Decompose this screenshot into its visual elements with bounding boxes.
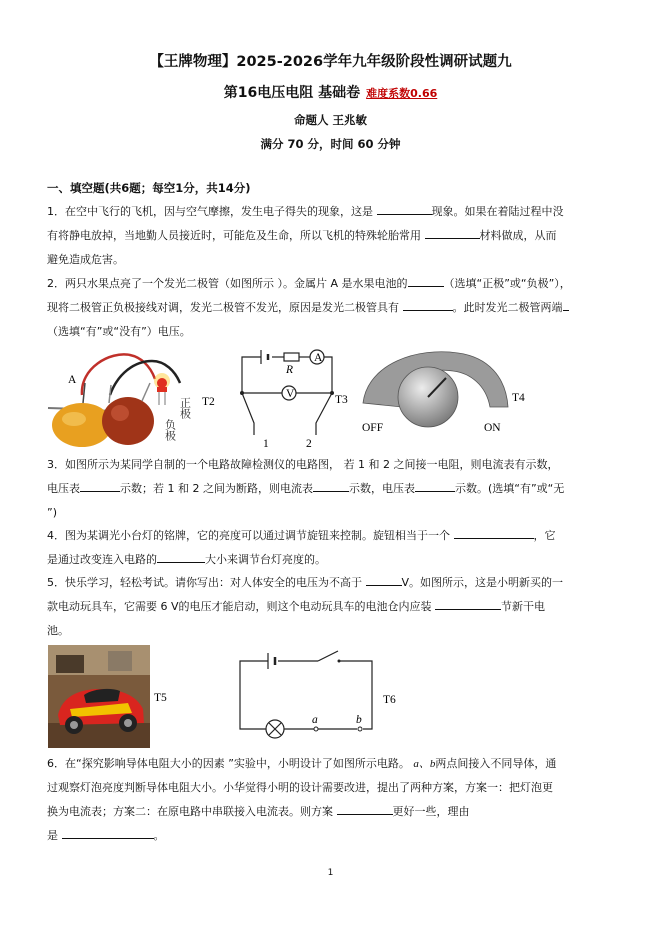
q5-text-4: 节新干电 xyxy=(501,600,546,613)
question-6 xyxy=(47,752,617,848)
q2-blank-3[interactable] xyxy=(563,297,569,311)
q6-end-mark: 。 xyxy=(153,829,165,842)
q4-blank-1[interactable] xyxy=(454,525,534,539)
question-3 xyxy=(47,453,617,525)
q6-blank-2[interactable] xyxy=(62,825,154,839)
q6-text-4: 过观察灯泡亮度判断导体电阻大小。小华觉得小明的设计需要改进，提出了两种方案，方案一：把灯泡更 xyxy=(47,781,553,794)
figure-t6-circuit xyxy=(232,647,407,745)
figure-t3-circuit xyxy=(230,345,360,453)
t3-voltmeter-label: V xyxy=(286,388,295,400)
t4-figure-label: T4 xyxy=(512,392,525,404)
q6-text-3: 两点间接入不同导体，通 xyxy=(435,757,557,770)
t3-terminal-1: 1 xyxy=(263,438,269,450)
section-heading: 一、填空题(共6题；每空1分，共14分) xyxy=(47,181,251,195)
t4-label-off: OFF xyxy=(362,422,384,434)
q4-blank-2[interactable] xyxy=(157,549,205,563)
difficulty-link[interactable]: 难度系数0.66 xyxy=(366,87,438,100)
q4-text-4: 大小来调节台灯亮度的。 xyxy=(205,553,326,566)
q5-text-3: 款电动玩具车，它需要 6 V的电压才能启动，则这个电动玩具车的电池仓内应装 xyxy=(47,600,432,613)
q3-text-4: 示数，电压表 xyxy=(348,482,415,495)
t2-label-pos: 正极 xyxy=(178,397,192,419)
q2-text-1: 2．两只水果点亮了一个发光二极管（如图所示 ）。金属片 A 是水果电池的 xyxy=(47,277,408,290)
subtitle-text: 第16电压电阻 基础卷 xyxy=(223,85,361,101)
exam-title: 【王牌物理】2025-2026学年九年级阶段性调研试题九 xyxy=(149,54,512,70)
q3-text-6: ”) xyxy=(47,506,57,519)
q3-text-5: 示数。(选填“有”或“无 xyxy=(454,482,565,495)
t3-ammeter-label: A xyxy=(314,352,323,364)
q1-blank-1[interactable] xyxy=(377,201,432,215)
q6-text-6: 更好一些，理由 xyxy=(392,805,470,818)
t2-figure-label: T2 xyxy=(202,396,215,408)
t5-figure-label: T5 xyxy=(154,692,167,704)
q4-text-3: 是通过改变连入电路的 xyxy=(47,553,157,566)
t3-label-r: R xyxy=(286,364,294,376)
t6-figure-label: T6 xyxy=(383,694,396,706)
figure-t4-dimmer-knob xyxy=(358,345,533,437)
q1-blank-2[interactable] xyxy=(425,225,480,239)
q4-text-1: 4．图为某调光小台灯的铭牌，它的亮度可以通过调节旋钮来控制。旋钮相当于一个 xyxy=(47,529,450,542)
question-1 xyxy=(47,200,617,272)
exam-author: 命题人 王兆敏 xyxy=(293,113,367,127)
exam-subtitle xyxy=(0,82,661,102)
page-number: 1 xyxy=(327,868,334,878)
t6-label-a: a xyxy=(312,714,318,726)
q3-blank-2[interactable] xyxy=(313,478,349,492)
q5-text-2: V。如图所示，这是小明新买的一 xyxy=(401,576,564,589)
q6-blank-1[interactable] xyxy=(337,801,393,815)
q3-blank-3[interactable] xyxy=(415,478,455,492)
q2-blank-2[interactable] xyxy=(403,297,453,311)
q1-text-5: 避免造成危害。 xyxy=(47,253,124,266)
q2-text-2: （选填“正极”或“负极”）， xyxy=(443,277,571,290)
figure-t2-fruit-battery xyxy=(40,343,250,448)
t2-label-neg: 负极 xyxy=(163,419,177,441)
q6-text-2: a、b xyxy=(413,758,436,770)
question-5 xyxy=(47,571,617,643)
t4-label-on: ON xyxy=(484,422,501,434)
q6-text-7: 是 xyxy=(47,829,58,842)
q6-text-5: 换为电流表；方案二：在原电路中串联接入电流表。则方案 xyxy=(47,805,333,818)
figure-t5-toy-car xyxy=(48,645,193,748)
q3-blank-1[interactable] xyxy=(80,478,120,492)
question-4 xyxy=(47,524,617,572)
q1-text-3: 有将静电放掉，当地勤人员接近时，可能危及生命，所以飞机的特殊轮胎常用 xyxy=(47,229,421,242)
exam-score-time: 满分 70 分，时间 60 分钟 xyxy=(260,137,401,151)
q5-blank-2[interactable] xyxy=(435,596,501,610)
t3-terminal-2: 2 xyxy=(306,438,312,450)
t2-label-a: A xyxy=(68,374,77,386)
q3-text-2: 电压表 xyxy=(47,482,80,495)
question-2 xyxy=(47,272,617,344)
q5-blank-1[interactable] xyxy=(366,572,402,586)
q3-text-3: 示数；若 1 和 2 之间为断路，则电流表 xyxy=(120,482,313,495)
t6-label-b: b xyxy=(356,714,362,726)
t3-figure-label: T3 xyxy=(335,394,348,406)
q2-text-4: 。此时发光二极管两端 xyxy=(452,301,563,314)
q2-blank-1[interactable] xyxy=(408,273,444,287)
q2-text-5: （选填“有”或“没有”）电压。 xyxy=(47,325,191,338)
q2-text-3: 现将二极管正负极接线对调，发光二极管不发光，原因是发光二极管具有 xyxy=(47,301,399,314)
q5-text-1: 5．快乐学习，轻松考试。请你写出：对人体安全的电压为不高于 xyxy=(47,576,362,589)
q4-text-2: ，它 xyxy=(533,529,556,542)
q5-text-5: 池。 xyxy=(47,624,69,637)
q6-text-1: 6．在“探究影响导体电阻大小的因素 ”实验中，小明设计了如图所示电路。 xyxy=(47,757,410,770)
q3-text-1: 3．如图所示为某同学自制的一个电路故障检测仪的电路图， 若 1 和 2 之间接一电阻，则电流表有示数， xyxy=(47,458,559,471)
q1-text-4: 材料做成，从而 xyxy=(479,229,557,242)
q1-text-2: 现象。如果在着陆过程中没 xyxy=(431,205,564,218)
q1-text-1: 1．在空中飞行的飞机，因与空气摩擦，发生电子得失的现象，这是 xyxy=(47,205,373,218)
